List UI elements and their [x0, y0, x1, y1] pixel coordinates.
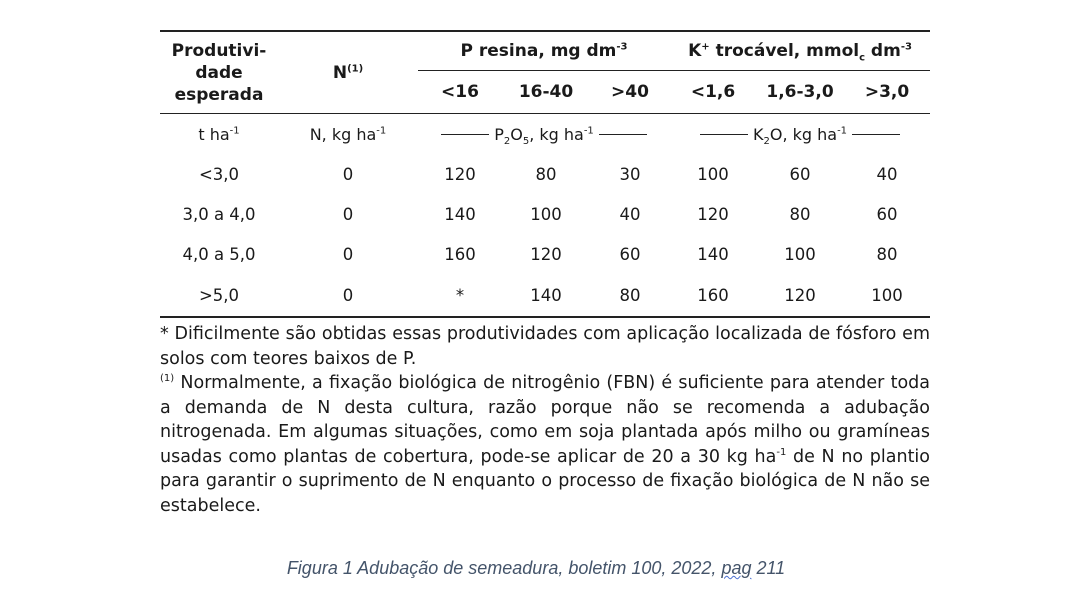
header-productivity-line1: Produtivi-: [171, 40, 267, 61]
header-p-class: >40: [611, 82, 649, 102]
header-k-label-pre: K: [688, 41, 702, 61]
cell-k: 100: [871, 285, 903, 305]
cell-nitrogen: 0: [342, 244, 354, 264]
cell-p: 80: [619, 285, 641, 305]
header-nitrogen: [278, 31, 418, 114]
dash-rule: [441, 134, 489, 135]
header-k-exchangeable: [670, 31, 930, 71]
fertilization-table-block: [160, 30, 930, 318]
cell-k: 100: [697, 164, 729, 184]
unit-productivity-sup: -1: [229, 125, 240, 137]
unit-p2o5-sub2: 5: [522, 135, 530, 147]
figure-caption: [0, 558, 1072, 579]
header-p-resin-label: P resina, mg dm: [460, 41, 617, 61]
header-nitrogen-sup: (1): [347, 62, 364, 74]
cell-productivity: 3,0 a 4,0: [182, 204, 256, 224]
cell-k: 40: [876, 164, 898, 184]
cell-k: 160: [697, 285, 729, 305]
unit-p2o5-post: , kg ha: [529, 124, 584, 144]
caption-pag-spellcheck: pag: [721, 558, 752, 578]
cell-k: 120: [784, 285, 816, 305]
footnote-one-marker: (1): [160, 373, 175, 385]
cell-p: 60: [619, 244, 641, 264]
unit-k2o-post: O, kg ha: [769, 124, 838, 144]
cell-p: 120: [444, 164, 476, 184]
header-productivity-line2: dade: [195, 62, 243, 83]
table-row: [160, 154, 930, 194]
table-footnotes: [160, 322, 930, 518]
unit-k2o-k: K: [752, 124, 764, 144]
header-k-class: >3,0: [864, 82, 910, 102]
fertilization-table: [160, 30, 930, 318]
header-k-sup1: +: [701, 41, 710, 53]
unit-productivity: [160, 114, 278, 155]
unit-nitrogen-sup: -1: [376, 125, 387, 137]
cell-k: 60: [876, 204, 898, 224]
unit-nitrogen: [278, 114, 418, 155]
unit-k2o-sub: 2: [763, 135, 770, 147]
cell-k: 100: [784, 244, 816, 264]
table-row: [160, 194, 930, 234]
header-k-class: 1,6-3,0: [766, 82, 834, 102]
units-row: [160, 114, 930, 155]
cell-k: 80: [789, 204, 811, 224]
cell-k: 80: [876, 244, 898, 264]
footnote-one-text-2: de N no plantio para garantir o suprimento de N enquanto o processo de fixação biológica de N não se estabelece.: [160, 446, 930, 516]
unit-k2o-sup: -1: [837, 125, 848, 137]
cell-p: 140: [530, 285, 562, 305]
footnote-one-sup: -1: [776, 446, 787, 458]
unit-nitrogen-label: N, kg ha: [309, 124, 377, 144]
header-nitrogen-label: N: [332, 62, 348, 83]
unit-p2o5-sub1: 2: [503, 135, 511, 147]
unit-p2o5-sup: -1: [583, 125, 594, 137]
header-k-sup2: -3: [900, 41, 912, 53]
cell-productivity: <3,0: [198, 164, 240, 184]
cell-p: 30: [619, 164, 641, 184]
unit-p2o5-o: O: [510, 124, 523, 144]
footnote-one-text-1: Normalmente, a fixação biológica de nitrogênio (FBN) é suficiente para atender toda a demanda de N desta cultura, razão porque não se recomenda a adubação nitrogenada. Em algumas situações, como em soja plantada após milho ou gramíneas usadas como plantas de cobertura, pode-se aplicar de 20 a 30 kg ha: [160, 373, 930, 467]
cell-productivity: 4,0 a 5,0: [182, 244, 256, 264]
header-p-resin: [418, 31, 670, 71]
header-p-class: 16-40: [518, 82, 574, 102]
cell-p: 140: [444, 204, 476, 224]
cell-p: 80: [535, 164, 557, 184]
header-k-label-mid: trocável, mmol: [709, 41, 860, 61]
header-p-class: <16: [441, 82, 479, 102]
footnote-one: [160, 371, 930, 518]
unit-productivity-label: t ha: [198, 124, 230, 144]
cell-p: 120: [530, 244, 562, 264]
caption-text: Figura 1 Adubação de semeadura, boletim 100, 2022,: [286, 558, 722, 578]
unit-k2o: [670, 114, 930, 155]
cell-p: 40: [619, 204, 641, 224]
cell-k: 140: [697, 244, 729, 264]
cell-nitrogen: 0: [342, 204, 354, 224]
cell-productivity: >5,0: [198, 285, 240, 305]
header-p-resin-sup: -3: [616, 41, 628, 53]
cell-nitrogen: 0: [342, 164, 354, 184]
header-productivity: [160, 31, 278, 114]
table-row: [160, 234, 930, 274]
cell-p: 160: [444, 244, 476, 264]
header-k-label-post: dm: [865, 41, 901, 61]
header-k-sub: c: [859, 52, 866, 64]
cell-p: *: [455, 285, 465, 305]
unit-p2o5-p: P: [494, 124, 504, 144]
header-productivity-line3: esperada: [174, 84, 264, 105]
cell-p: 100: [530, 204, 562, 224]
cell-nitrogen: 0: [342, 285, 354, 305]
unit-p2o5-label: [494, 124, 594, 147]
dash-rule: [700, 134, 748, 135]
header-k-class: <1,6: [690, 82, 736, 102]
unit-k2o-label: [752, 124, 848, 147]
cell-k: 120: [697, 204, 729, 224]
unit-p2o5: [418, 114, 670, 155]
footnote-asterisk: * Dificilmente são obtidas essas produtividades com aplicação localizada de fósforo em solos com teores baixos de P.: [160, 324, 930, 369]
dash-rule: [599, 134, 647, 135]
cell-k: 60: [789, 164, 811, 184]
caption-page-number: 211: [751, 558, 786, 578]
dash-rule: [852, 134, 900, 135]
table-row: [160, 274, 930, 317]
